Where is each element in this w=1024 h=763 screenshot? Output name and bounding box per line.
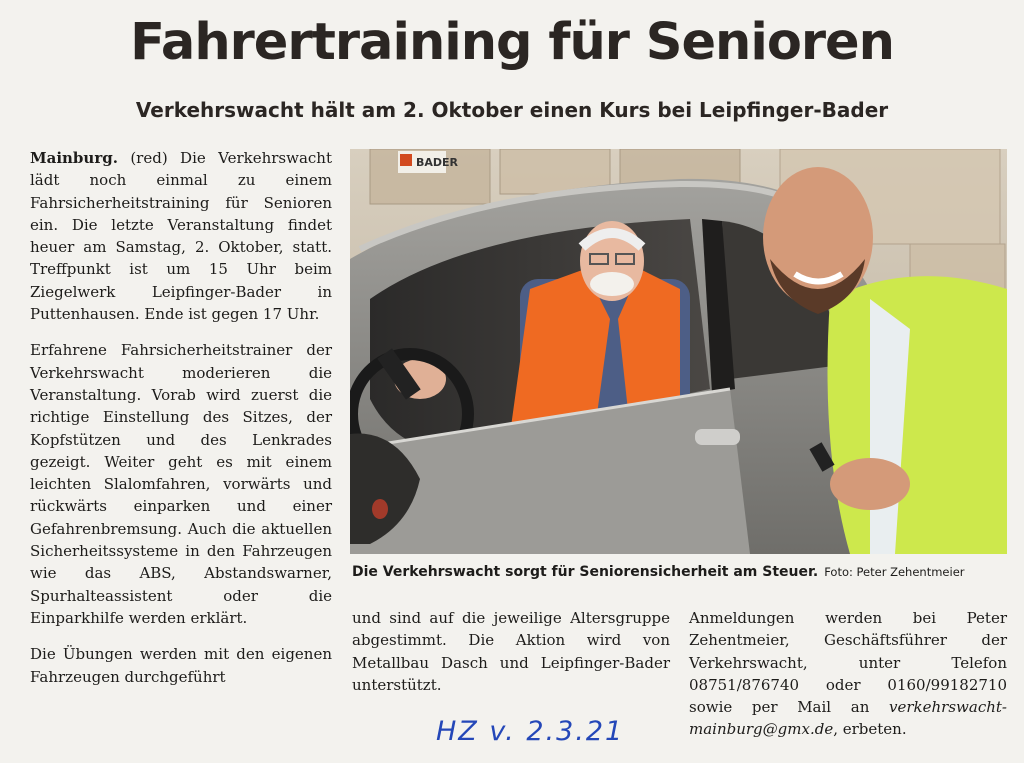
article-photo <box>350 149 1007 554</box>
paragraph-registration <box>689 607 1007 741</box>
photo-caption <box>352 564 1012 580</box>
photo-credit: Foto: Peter Zehentmeier <box>824 565 965 579</box>
paragraph-intro-text: (red) Die Verkehrswacht lädt noch einmal zu einem Fahrsicherheitstraining für Senioren ein. Die letzte Veranstaltung findet heuer am Samstag, 2. Oktober, statt. Treffpunkt ist um 15 Uhr beim Ziegelwerk Leipfinger-Bader in Puttenhausen. Ende ist gegen 17 Uhr. <box>30 149 332 324</box>
handwritten-source-note: HZ v. 2.3.21 <box>436 716 625 747</box>
registration-end: , erbeten. <box>833 720 907 739</box>
contact-email: verkehrswacht-mainburg@gmx.de <box>689 698 1007 739</box>
article-column-3 <box>689 607 1007 741</box>
caption-text: Die Verkehrswacht sorgt für Seniorensicherheit am Steuer. <box>352 564 819 580</box>
bader-sign: BADER <box>416 156 459 169</box>
dateline: Mainburg. <box>30 149 118 167</box>
paragraph-program: Erfahrene Fahrsicherheitstrainer der Verkehrswacht moderieren die Veranstaltung. Vorab wird zuerst die richtige Einstellung des Sitzes, der Kopfstützen und des Lenkrades gezeigt. Weiter geht es mit einem leichten Slalomfahren, vorwärts und rückwärts einparken und einer Gefahrenbremsung. Auch die aktuellen Sicherheitssysteme in den Fahrzeugen wie das ABS, Abstandswarner, Spurhalteassistent oder die Einparkhilfe werden erklärt. <box>30 341 332 627</box>
paragraph-intro <box>30 147 332 325</box>
headline: Fahrertraining für Senioren <box>130 13 894 72</box>
subheadline: Verkehrswacht hält am 2. Oktober einen Kurs bei Leipfinger-Bader <box>135 98 889 122</box>
paragraph-vehicles: Die Übungen werden mit den eigenen Fahrzeugen durchgeführt <box>30 645 332 686</box>
article-column-2 <box>352 607 670 696</box>
article-column-1 <box>30 147 332 688</box>
paragraph-support: und sind auf die jeweilige Altersgruppe abgestimmt. Die Aktion wird von Metallbau Dasch und Leipfinger-Bader unterstützt. <box>352 609 670 694</box>
registration-text: Anmeldungen werden bei Peter Zehentmeier, Geschäftsführer der Verkehrswacht, unter Telefon 08751/876740 oder 0160/99182710 sowie per Mail an <box>689 609 1007 717</box>
